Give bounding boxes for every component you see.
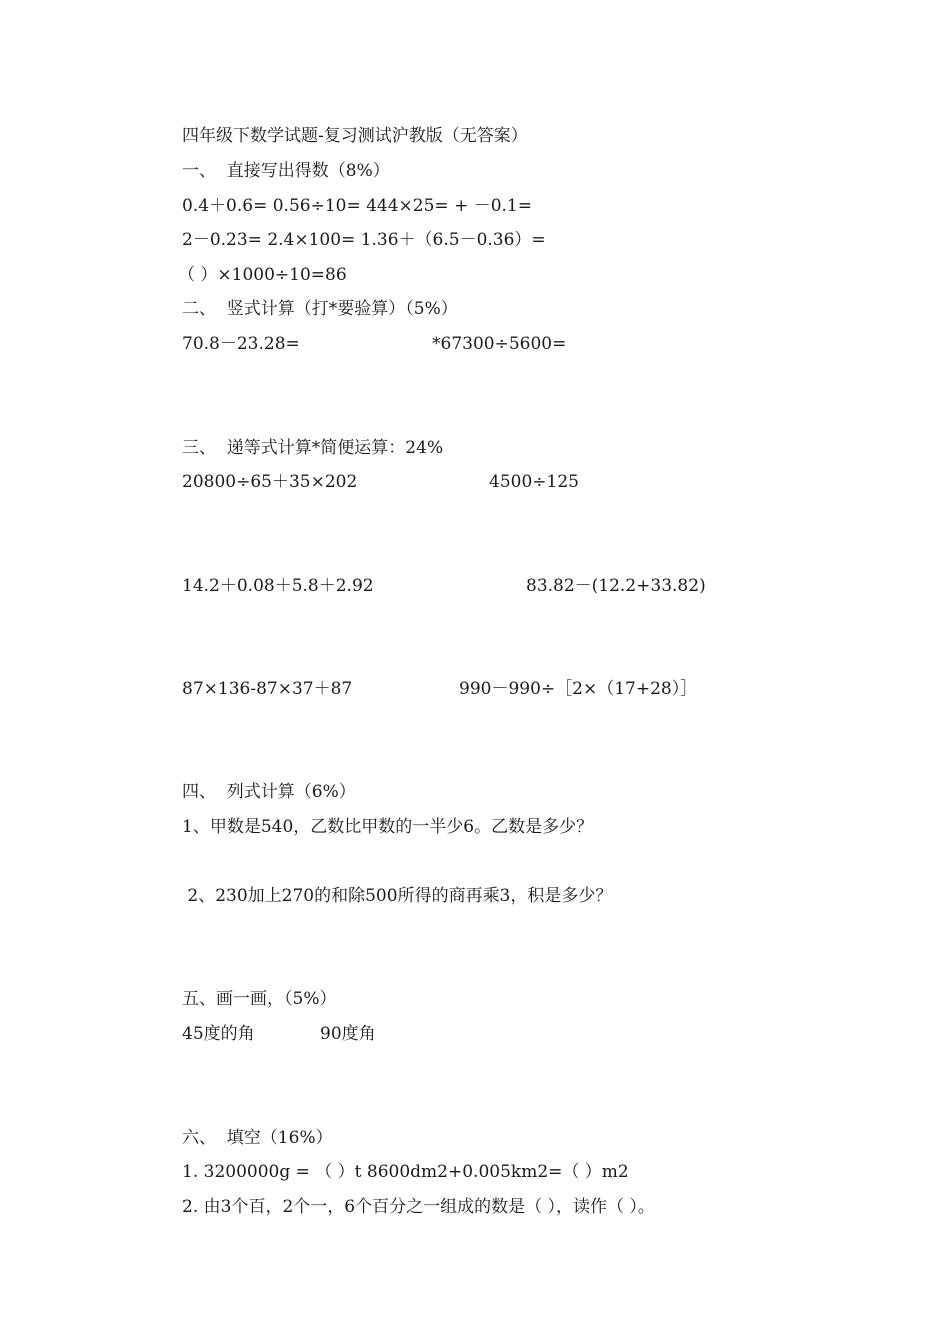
section-1-line-3: （ ）×1000÷10=86 (178, 265, 347, 285)
section-6-line-1: 1. 3200000g = （ ）t 8600dm2+0.005km2=（ ）m2 (182, 1162, 629, 1182)
section-6-line-2: 2. 由3个百，2个一，6个百分之一组成的数是（ ），读作（ ）。 (182, 1197, 655, 1217)
section-4-heading: 四、 列式计算（6%） (182, 782, 356, 802)
section-1-heading: 一、 直接写出得数（8%） (182, 161, 390, 181)
document-title: 四年级下数学试题-复习测试沪教版（无答案） (182, 126, 528, 146)
section-5-item-right: 90度角 (320, 1024, 376, 1044)
section-1-line-2: 2－0.23= 2.4×100= 1.36＋（6.5－0.36）= (182, 230, 546, 250)
section-3-row-3-right: 990－990÷［2×（17+28）］ (459, 679, 698, 699)
section-5-item-left: 45度的角 (182, 1024, 255, 1044)
section-6-heading: 六、 填空（16%） (182, 1128, 333, 1148)
section-1-line-1: 0.4＋0.6= 0.56÷10= 444×25= + －0.1= (182, 196, 532, 216)
section-2-heading: 二、 竖式计算（打*要验算）（5%） (182, 299, 458, 319)
section-3-heading: 三、 递等式计算*简便运算：24% (182, 438, 444, 458)
section-3-row-1-left: 20800÷65＋35×202 (182, 472, 358, 492)
section-5-heading: 五、画一画，（5%） (182, 989, 337, 1009)
section-3-row-2-right: 83.82－(12.2+33.82) (526, 576, 706, 596)
section-3-row-2-left: 14.2＋0.08＋5.8＋2.92 (182, 576, 374, 596)
section-3-row-3-left: 87×136-87×37＋87 (182, 679, 353, 699)
section-2-row-1-right: *67300÷5600= (432, 334, 567, 354)
section-3-row-1-right: 4500÷125 (489, 472, 579, 492)
section-4-question-2: 2、230加上270的和除500所得的商再乘3，积是多少？ (182, 886, 613, 906)
section-2-row-1-left: 70.8－23.28= (182, 334, 300, 354)
section-4-question-1: 1、甲数是540，乙数比甲数的一半少6。乙数是多少？ (182, 817, 594, 837)
